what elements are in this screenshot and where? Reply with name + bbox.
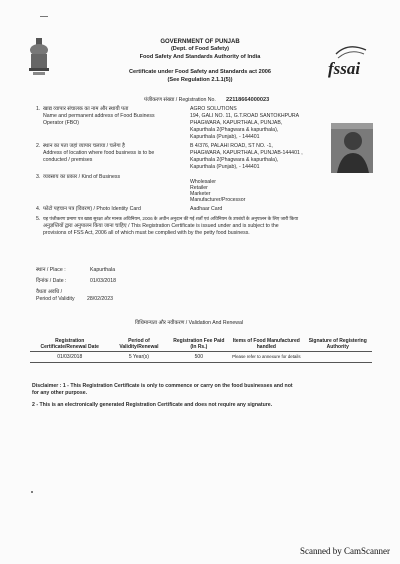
clause5-line1: यह पंजीकरण प्रमाण पत्र खाद्य सुरक्षा और मानक अधिनियम, 2006 के अधीन अनुदान की गई शर्तों एवं अधिनियम के उपबंधों के अनुपालन के लिए जारी किया	[43, 216, 299, 221]
field3-label: व्यवसाय का प्रकार / Kind of Business	[43, 174, 121, 180]
clause5-number: 5.	[36, 216, 41, 222]
place-value: Kapurthala	[90, 267, 116, 273]
premises-address-line3: Kapurthala 2(Phagwara & kapurthala),	[190, 157, 279, 163]
header-dept: (Dept. of Food Safety)	[170, 46, 230, 52]
place-label: स्थान / Place :	[36, 267, 66, 273]
business-kind-1: Wholesaler	[190, 179, 216, 185]
table-row	[30, 352, 372, 363]
fssai-logo	[326, 44, 372, 78]
scan-dot	[31, 491, 33, 493]
field2-label-en-2: conducted / premises	[43, 157, 93, 163]
scan-mark-icon	[40, 16, 48, 17]
header-regulation: (See Regulation 2.1.1(5))	[167, 77, 233, 83]
field1-label-en: Name and permanent address of Food Business	[43, 113, 155, 119]
disclaimer2: 2 - This is an electronically generated Registration Certificate and does not require any signature.	[32, 402, 273, 408]
col-fee-paid: Registration Fee Paid (In Rs.)	[168, 337, 229, 352]
disclaimer1-label: Disclaimer : 1 -	[32, 383, 69, 389]
registration-number: 22118664000023	[226, 97, 270, 103]
business-kind-4: Manufacturer/Processor	[190, 197, 246, 203]
col-validity-period: Period of Validity/Renewal	[109, 337, 168, 352]
date-value: 01/03/2018	[90, 278, 116, 284]
validity-label: Period of Validity	[36, 296, 75, 302]
field1-number: 1.	[36, 106, 41, 112]
clause5-line3: provisions of FSS Act, 2006 all of which must be complied with by the petty food business.	[43, 230, 250, 236]
cell-registration-date: 01/03/2018	[30, 352, 109, 363]
premises-address-line4: Kapurthala (Punjab), - 144401	[190, 164, 260, 170]
date-label: दिनांक / Date :	[36, 278, 67, 284]
header-authority: Food Safety And Standards Authority of India	[139, 54, 261, 60]
validity-label-hindi: वैधता अवधि /	[36, 289, 63, 295]
business-kind-3: Marketer	[190, 191, 211, 197]
field4-label: फोटो पहचान पत्र (विवरण) / Photo Identity Card	[43, 206, 141, 212]
fbo-photo	[331, 123, 373, 173]
fbo-address-line1: 194, GALI NO. 11, G.T.ROAD SANTOKHPURA	[190, 113, 300, 119]
svg-text:fssai: fssai	[328, 59, 361, 78]
cell-validity-period: 5 Year(s)	[109, 352, 168, 363]
premises-address-line1: B 4/376, PALAHI ROAD, ST NO. -1,	[190, 143, 273, 149]
table-header-row	[30, 337, 372, 352]
col-registration-date: Registration Certificate/Renewal Date	[30, 337, 109, 352]
person-photo-icon	[331, 123, 373, 173]
header-government: GOVERNMENT OF PUNJAB	[160, 39, 240, 45]
field2-number: 2.	[36, 143, 41, 149]
business-kind-2: Retailer	[190, 185, 208, 191]
fbo-address-line2: PHAGWARA, KAPURTHALA, PUNJAB,	[190, 120, 283, 126]
cell-food-items: Please refer to annexure for details	[229, 352, 303, 363]
field2-label-hindi: स्थान का पता जहां व्यापार चलाया / चलेगा है	[43, 143, 125, 149]
registration-label: पंजीकरण संख्या / Registration No.	[144, 97, 216, 103]
disclaimer1-text: This Registration Certificate is only to commence or carry on the food businesses and not	[70, 383, 293, 389]
fbo-name: AGRO SOLUTIONS	[190, 106, 237, 112]
col-signature: Signature of Registering Authority	[303, 337, 372, 352]
field4-number: 4.	[36, 206, 41, 212]
field3-number: 3.	[36, 174, 41, 180]
disclaimer1-continued: for any other purpose.	[32, 390, 88, 396]
header-certificate-title: Certificate under Food Safety and Standards act 2006	[128, 69, 272, 75]
cell-signature	[303, 352, 372, 363]
col-food-items: Items of Food Manufactured handled	[229, 337, 303, 352]
fbo-address-line4: Kapurthala (Punjab), - 144401	[190, 134, 260, 140]
validity-value: 28/02/2023	[87, 296, 113, 302]
field1-label-hindi: खाद्य व्यापार संचालक का नाम और स्थायी पता	[43, 106, 129, 112]
state-emblem-icon	[25, 36, 53, 80]
field2-label-en: Address of location where food business is to be	[43, 150, 155, 156]
clause5-line2: अनुज्ञप्तियों द्वारा अनुपालन किया जाना चाहिए / This Registration Certificate is issued under and is subject to the	[43, 223, 279, 229]
camscanner-watermark: Scanned by CamScanner	[300, 546, 390, 556]
photo-id-type: Aadhaar Card	[190, 206, 223, 212]
field1-label-en-2: Operator (FBO)	[43, 120, 80, 126]
fbo-address-line3: Kapurthala 2(Phagwara & kapurthala),	[190, 127, 279, 133]
cell-fee-paid: 500	[168, 352, 229, 363]
registration-table	[30, 337, 372, 363]
disclaimer1	[32, 383, 293, 389]
validation-title: विधिमान्यता और नवीकरण / Validation And Renewal	[135, 320, 244, 326]
premises-address-line2: PHAGWARA, KAPURTHALA, PUNJAB-144401 ,	[190, 150, 303, 156]
